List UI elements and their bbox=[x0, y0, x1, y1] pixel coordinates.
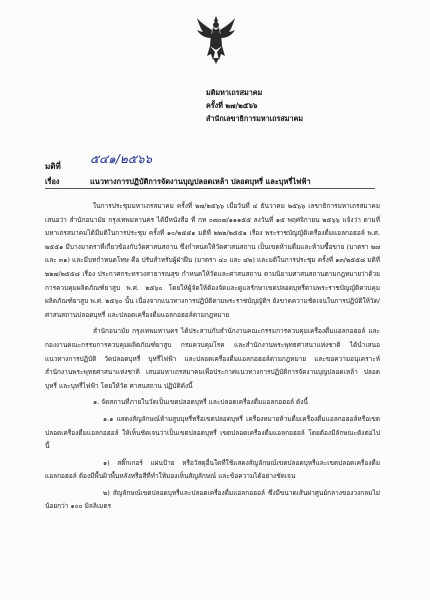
office-name: สำนักเลขาธิการมหาเถรสมาคม bbox=[206, 114, 304, 123]
document-body bbox=[45, 200, 380, 517]
resolution-label: มติที่ bbox=[45, 161, 61, 171]
session-number: ครั้งที่ ๒๗/๒๕๖๖ bbox=[206, 101, 258, 110]
body-paragraph: ๑.๑ แสดงสัญลักษณ์ห้ามสูบบุหรี่หรือเขตปลอดบุหรี่ เครื่องหมายห้ามดื่มเครื่องดื่มแอลกอฮอล์หรือเขตปลอดเครื่องดื่มแอลกอฮอล์ ให้เห็นชัดเจนว่าเป็นเขตปลอดบุหรี่ เขตปลอดเครื่องดื่มแอลกอฮอล์ โดยต้องมีลักษณะดังต่อไปนี้ bbox=[45, 414, 380, 451]
body-paragraph: ๑. จัดสถานที่ภายในวัดเป็นเขตปลอดบุหรี่ และปลอดเครื่องดื่มแอลกอฮอล์ ดังนี้ bbox=[93, 398, 308, 407]
body-paragraph: ในการประชุมมหาเถรสมาคม ครั้งที่ ๒๗/๒๕๖๖ เมื่อวันที่ ๔ ธันวาคม ๒๕๖๖ เลขาธิการมหาเถรสมาคมเสนอว่า สำนักอนามัย กรุงเทพมหานคร ได้มีหนังสือ ที่ กท ๐๗๐๗/๑๑๑๕๕ ลงวันที่ ๑๕ พฤศจิกายน ๒๕๖๖ แจ้งว่า ตามที่ มหาเถรสมาคมได้มีมติในการประชุม ครั้งที่ ๑๐/๒๕๕๑ มติที่ ๒๒๒/๒๕๕๑ เรื่อง พระราชบัญญัติเครื่องดื่มแอลกอฮอล์ พ.ศ. ๒๕๕๑ มีบางมาตราที่เกี่ยวข้องกับวัดศาสนสถาน ซึ่งกำหนดให้วัดศาสนสถาน เป็นเขตห้ามดื่มและห้ามซื้อขาย (มาตรา ๒๗ และ ๓๑) และมีบทกำหนดโทษ คือ ปรับสำหรับผู้ฝ่าฝืน (มาตรา ๔๐ และ ๔๒) และมติในการประชุม ครั้งที่ ๑๓/๒๕๕๘ มติที่ ๒๒๗/๒๕๕๘ เรื่อง ประกาศกระทรวงสาธารณสุข กำหนดให้วัดและศาสนสถาน ตามนิยามศาสนสถานตามกฎหมายว่าด้วยการควบคุมผลิตภัณฑ์ยาสูบ พ.ศ. ๒๕๖๐ โดยให้ผู้จัดให้ต้องจัดและดูแลรักษาเขตปลอดบุหรี่ตามพระราชบัญญัติควบคุมผลิตภัณฑ์ยาสูบ พ.ศ. ๒๕๖๐ นั้น เนื่องจากแนวทางการปฏิบัติตามพระราชบัญญัติฯ ยังขาดความชัดเจนในการปฏิบัติให้วัด/ศาสนสถานปลอดบุหรี่ และปลอดเครื่องดื่มแอลกอฮอล์ตามกฎหมาย bbox=[45, 202, 380, 319]
subject-text: แนวทางการปฏิบัติการจัดงานบุญปลอดเหล้า ปลอดบุหรี่ และบุหรี่ไฟฟ้า bbox=[90, 177, 311, 186]
subject-divider bbox=[45, 188, 375, 189]
resolution-number: ๕๔๑/๒๕๖๖ bbox=[90, 152, 153, 166]
subject-label: เรื่อง bbox=[45, 177, 60, 186]
body-paragraph: ๒) สัญลักษณ์เขตปลอดบุหรี่และปลอดเครื่องดื่มแอลกอฮอล์ ซึ่งมีขนาดเส้นผ่าศูนย์กลางของวงกลมไม่น้อยกว่า ๑๐๐ มิลลิเมตร bbox=[45, 488, 380, 511]
body-paragraph: สำนักอนามัย กรุงเทพมหานคร ได้ประสานกับสำนักงานคณะกรรมการควบคุมเครื่องดื่มแอลกอฮอล์ และกองงานคณะกรรมการควบคุมผลิตภัณฑ์ยาสูบ กรมควบคุมโรค และสำนักงานพระพุทธศาสนาแห่งชาติ ได้นำเสนอแนวทางการปฏิบัติ วัดปลอดบุหรี่ บุหรี่ไฟฟ้า และปลอดเครื่องดื่มแอลกอฮอล์ตามกฎหมาย และขอความอนุเคราะห์สำนักงานพระพุทธศาสนาแห่งชาติ เสนอมหาเถรสมาคมเพื่อประกาศแนวทางการปฏิบัติการจัดงานบุญปลอดเหล้า ปลอดบุหรี่ และบุหรี่ไฟฟ้า โดยให้วัด ศาสนสถาน ปฏิบัติดังนี้ bbox=[45, 327, 380, 390]
body-paragraph: ๑) สติ๊กเกอร์ แผ่นป้าย หรือวัสดุอื่นใดที่ใช้แสดงสัญลักษณ์เขตปลอดบุหรี่และเขตปลอดเครื่องดื่มแอลกอฮอล์ ต้องมีพื้นผิวพื้นหลังหรือสีที่ทำให้มองเห็นสัญลักษณ์ และข้อความได้อย่างชัดเจน bbox=[45, 458, 380, 481]
org-title: มติมหาเถรสมาคม bbox=[206, 88, 263, 97]
garuda-emblem-icon bbox=[196, 14, 236, 66]
